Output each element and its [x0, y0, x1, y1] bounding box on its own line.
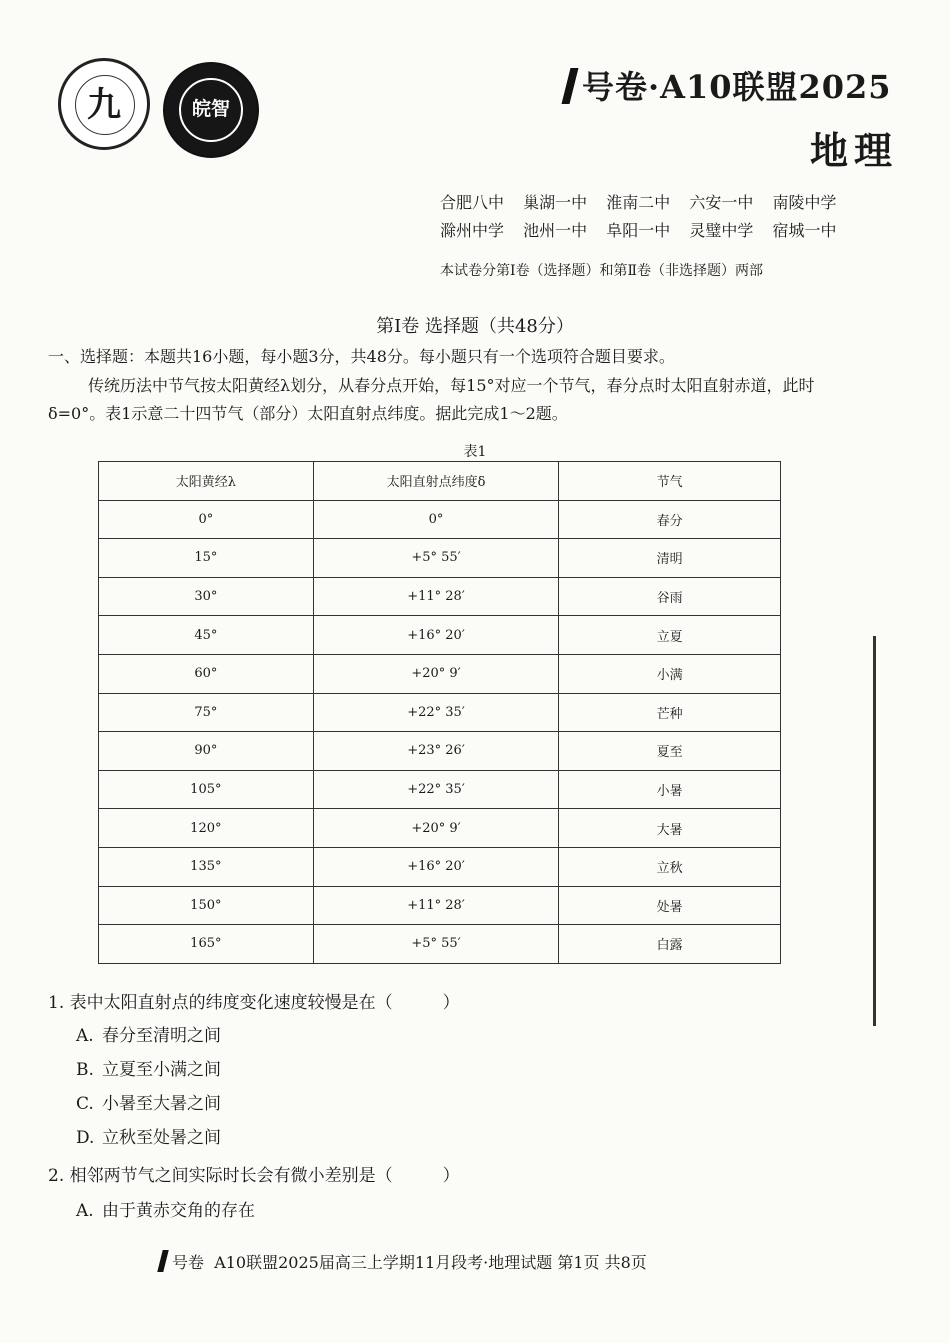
option-text: 春分至清明之间	[102, 1026, 221, 1046]
cell-term: 清明	[559, 539, 781, 578]
cell-latitude: +5° 55′	[313, 539, 559, 578]
question-passage: 传统历法中节气按太阳黄经λ划分，从春分点开始，每15°对应一个节气，春分点时太阳直射赤道，此时δ=0°。表1示意二十四节气（部分）太阳直射点纬度。据此完成1～2题。	[48, 376, 815, 423]
school-name: 滁州中学	[440, 221, 505, 240]
subject-title: 地理	[810, 128, 899, 173]
scan-edge-line	[873, 636, 876, 1026]
cell-latitude: +22° 35′	[313, 693, 559, 732]
table-row	[99, 770, 781, 809]
option-letter: B.	[76, 1060, 94, 1080]
cell-term: 芒种	[559, 693, 781, 732]
school-name: 合肥八中	[440, 193, 505, 212]
table-row	[99, 847, 781, 886]
table-row	[99, 809, 781, 848]
cell-longitude: 120°	[99, 809, 314, 848]
cell-longitude: 105°	[99, 770, 314, 809]
solar-terms-table	[98, 461, 781, 964]
question-2-option-a[interactable]	[76, 1196, 255, 1221]
question-2-stem	[48, 1161, 460, 1186]
cell-longitude: 30°	[99, 577, 314, 616]
question-2-close-paren: ）	[442, 1166, 460, 1186]
table-row	[99, 732, 781, 771]
option-letter: C.	[76, 1094, 94, 1114]
cell-longitude: 75°	[99, 693, 314, 732]
cell-latitude: +11° 28′	[313, 886, 559, 925]
exam-brand-title	[566, 62, 892, 108]
question-1-text: 1. 表中太阳直射点的纬度变化速度较慢是在（	[48, 993, 393, 1013]
option-text: 小暑至大暑之间	[102, 1094, 221, 1114]
cell-longitude: 60°	[99, 654, 314, 693]
cell-longitude: 0°	[99, 500, 314, 539]
cell-longitude: 15°	[99, 539, 314, 578]
table-row	[99, 616, 781, 655]
cell-latitude: +20° 9′	[313, 654, 559, 693]
cell-term: 夏至	[559, 732, 781, 771]
table-row	[99, 500, 781, 539]
header-subsolar-latitude: 太阳直射点纬度δ	[313, 462, 559, 501]
school-name: 灵璧中学	[689, 221, 754, 240]
table-caption: 表1	[463, 444, 487, 460]
brand-title-text: 号卷·A10联盟2025	[582, 68, 892, 106]
cell-term: 春分	[559, 500, 781, 539]
school-name: 六安一中	[689, 193, 754, 212]
logo-text: 皖智	[191, 98, 230, 120]
cell-longitude: 135°	[99, 847, 314, 886]
cell-latitude: +20° 9′	[313, 809, 559, 848]
question-1-option-d[interactable]	[76, 1123, 221, 1148]
question-1-stem	[48, 988, 460, 1013]
footer-brand-mark	[157, 1250, 168, 1272]
cell-latitude: +23° 26′	[313, 732, 559, 771]
header-ecliptic-longitude: 太阳黄经λ	[99, 462, 314, 501]
cell-term: 处暑	[559, 886, 781, 925]
school-name: 宿城一中	[772, 221, 837, 240]
question-1-option-c[interactable]	[76, 1089, 221, 1114]
school-name: 南陵中学	[772, 193, 837, 212]
option-letter: A.	[76, 1026, 94, 1046]
option-text: 立秋至处暑之间	[102, 1128, 221, 1148]
cell-latitude: +16° 20′	[313, 847, 559, 886]
question-1-close-paren: ）	[442, 993, 460, 1013]
school-seal-logo	[58, 58, 150, 150]
cell-term: 白露	[559, 925, 781, 964]
school-name: 淮南二中	[606, 193, 671, 212]
cell-term: 谷雨	[559, 577, 781, 616]
footer-brand: 号卷	[172, 1253, 205, 1272]
option-letter: D.	[76, 1128, 95, 1148]
section-instruction: 一、选择题：本题共16小题，每小题3分，共48分。每小题只有一个选项符合题目要求。	[48, 347, 675, 366]
table-row	[99, 693, 781, 732]
cell-longitude: 45°	[99, 616, 314, 655]
school-list-row-2	[440, 218, 850, 241]
section-title: 第Ⅰ卷 选择题（共48分）	[376, 316, 574, 337]
table-row	[99, 654, 781, 693]
footer-text: A10联盟2025届高三上学期11月段考·地理试题 第1页 共8页	[214, 1253, 647, 1272]
table-row	[99, 539, 781, 578]
cell-term: 立夏	[559, 616, 781, 655]
cell-longitude: 90°	[99, 732, 314, 771]
page-footer	[160, 1250, 647, 1273]
option-text: 由于黄赤交角的存在	[102, 1201, 255, 1221]
table-row	[99, 577, 781, 616]
cell-latitude: +22° 35′	[313, 770, 559, 809]
option-text: 立夏至小满之间	[102, 1060, 221, 1080]
cell-longitude: 165°	[99, 925, 314, 964]
school-name: 池州一中	[523, 221, 588, 240]
cell-latitude: +16° 20′	[313, 616, 559, 655]
seal-glyph: 九	[87, 85, 121, 125]
cell-term: 小满	[559, 654, 781, 693]
exam-intro: 本试卷分第Ⅰ卷（选择题）和第Ⅱ卷（非选择题）两部	[440, 263, 764, 279]
school-list-row-1	[440, 190, 850, 213]
header-solar-term: 节气	[559, 462, 781, 501]
question-2-text: 2. 相邻两节气之间实际时长会有微小差别是（	[48, 1166, 393, 1186]
cell-latitude: +5° 55′	[313, 925, 559, 964]
brand-mark	[562, 68, 579, 104]
school-name: 巢湖一中	[523, 193, 588, 212]
table-row	[99, 925, 781, 964]
question-1-option-a[interactable]	[76, 1021, 221, 1046]
cell-latitude: +11° 28′	[313, 577, 559, 616]
cell-latitude: 0°	[313, 500, 559, 539]
cell-term: 立秋	[559, 847, 781, 886]
question-1-option-b[interactable]	[76, 1055, 221, 1080]
cell-longitude: 150°	[99, 886, 314, 925]
option-letter: A.	[76, 1201, 94, 1221]
cell-term: 小暑	[559, 770, 781, 809]
table-row	[99, 886, 781, 925]
cell-term: 大暑	[559, 809, 781, 848]
table-header-row	[99, 462, 781, 501]
education-logo	[163, 62, 259, 158]
school-name: 阜阳一中	[606, 221, 671, 240]
